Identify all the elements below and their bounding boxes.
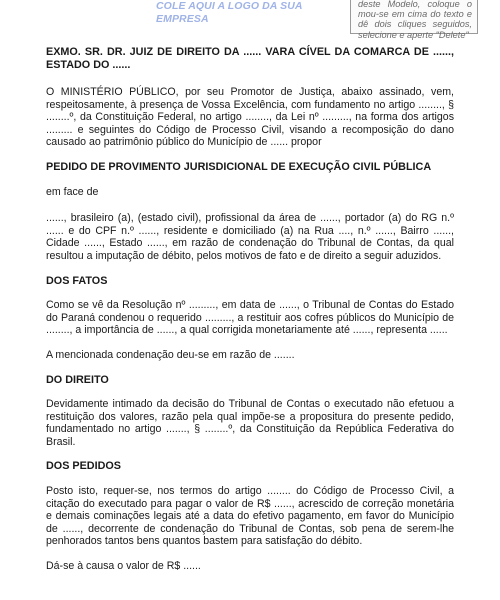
document-body (46, 46, 454, 573)
direito-paragraph-1: Devidamente intimado da decisão do Tribunal de Contas o executado não efetuou a restituição dos valores, razão pela qual impõe-se a propositura do presente pedido, fundamentado no artigo ......., § ........º, da Constituição da República Federativa do Brasil. (46, 398, 454, 448)
section-title-direito: DO DIREITO (46, 373, 109, 386)
fatos-paragraph-2: A mencionada condenação deu-se em razão de ....... (46, 348, 295, 361)
party-paragraph: ......, brasileiro (a), (estado civil), profissional da área de ......, portador (a) do RG n.º ...... e do CPF n.º ......, residente e domiciliado (a) na Rua ...., n.º ......, Bairro ......, Cidade ......, Estado ......, em razão de condenação do Tribunal de Contas, da qual resultou a imputação de débito, pelos motivos de fato e de direito a seguir aduzidos. (46, 212, 454, 262)
petition-title: PEDIDO DE PROVIMENTO JURISDICIONAL DE EXECUÇÃO CIVIL PÚBLICA (46, 160, 432, 173)
fatos-paragraph-1: Como se vê da Resolução nº ........., em data de ......, o Tribunal de Contas do Estado do Paraná condenou o requerido ........., a restituir aos cofres públicos do Município de ........, a importância de ......, a qual corrigida monetariamente até ......, representa ...... (46, 299, 454, 337)
court-heading: EXMO. SR. DR. JUIZ DE DIREITO DA ...... VARA CÍVEL DA COMARCA DE ......, ESTADO DO ...... (46, 46, 454, 71)
intro-paragraph: O MINISTÉRIO PÚBLICO, por seu Promotor de Justiça, abaixo assinado, vem, respeitosamente, à presença de Vossa Excelência, com fundamento no artigo ........, § ........º, da Constituição Federal, no artigo ........, da Lei nº ........., na forma dos artigos ......... e seguintes do Código de Processo Civil, visando a recomposição do dano causado ao patrimônio público do Município de ...... propor (46, 86, 454, 149)
logo-placeholder: COLE AQUI A LOGO DA SUA EMPRESA (156, 0, 303, 25)
section-title-fatos: DOS FATOS (46, 274, 108, 287)
pedidos-paragraph-2: Dá-se à causa o valor de R$ ...... (46, 560, 201, 573)
instruction-note: deste Modelo, coloque o mou-se em cima do texto e dê dois cliques seguidos, selecione e aperte "Delete" (350, 0, 478, 34)
pedidos-paragraph-1: Posto isto, requer-se, nos termos do artigo ........ do Código de Processo Civil, a citação do executado para pagar o valor de R$ ......, acrescido de correção monetária e demais cominações legais até a data do efetivo pagamento, em favor do Município de ......, decorrente de condenação do Tribunal de Contas, sob pena de serem-lhe penhorados tantos bens quantos bastem para satisfação do débito. (46, 485, 454, 548)
section-title-pedidos: DOS PEDIDOS (46, 460, 121, 473)
em-face-text: em face de (46, 185, 99, 198)
